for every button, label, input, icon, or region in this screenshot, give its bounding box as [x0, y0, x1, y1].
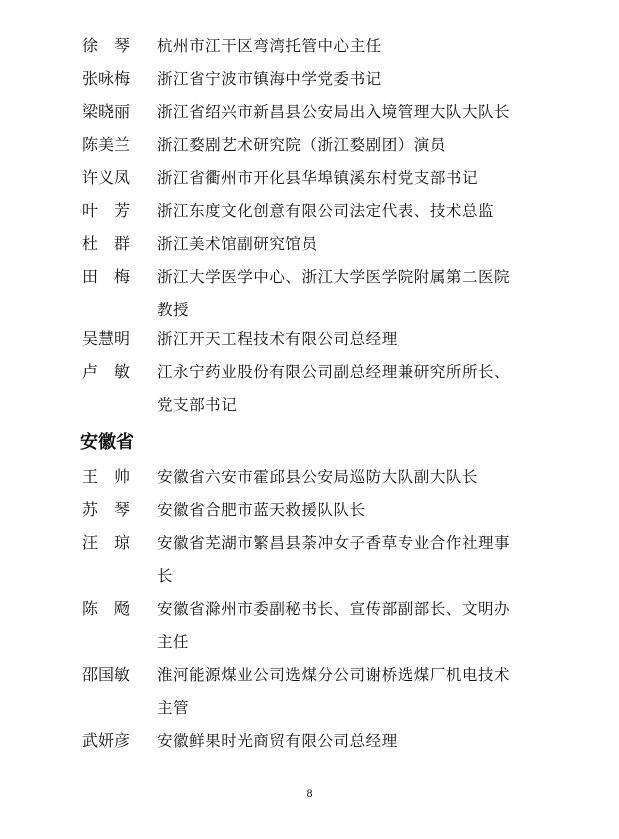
person-description [157, 63, 539, 96]
person-name: 田 梅 [82, 267, 131, 286]
person-name: 苏 琴 [82, 500, 131, 519]
person-description [157, 162, 539, 195]
person-description [157, 593, 539, 659]
person-name: 杜 群 [82, 234, 131, 253]
description-line: 安徽省芜湖市繁昌县荼冲女子香草专业合作社理事 [157, 534, 511, 552]
description-line: 浙江省绍兴市新昌县公安局出入境管理大队大队长 [157, 103, 511, 121]
description-line: 安徽省滁州市委副秘书长、宣传部副部长、文明办 [157, 600, 511, 618]
person-name: 徐 琴 [82, 36, 131, 55]
person-description [157, 195, 539, 228]
person-name: 卢 敏 [82, 362, 131, 381]
person-description [157, 96, 539, 129]
section-title: 安徽省 [80, 432, 134, 453]
person-description [157, 129, 539, 162]
person-description [157, 356, 539, 422]
person-description [157, 30, 539, 63]
description-line: 浙江开天工程技术有限公司总经理 [157, 330, 398, 348]
person-description [157, 461, 539, 494]
person-description [157, 323, 539, 356]
person-name: 汪 琼 [82, 533, 131, 552]
person-description [157, 494, 539, 527]
description-line: 浙江省衢州市开化县华埠镇溪东村党支部书记 [157, 169, 479, 187]
person-name: 叶 芳 [82, 201, 131, 220]
description-line: 江永宁药业股份有限公司副总经理兼研究所所长、 [157, 363, 511, 381]
person-name: 吴慧明 [82, 329, 131, 348]
person-description [157, 261, 539, 327]
description-line: 浙江省宁波市镇海中学党委书记 [157, 70, 382, 88]
description-line: 安徽省合肥市蓝天救援队队长 [157, 501, 366, 519]
description-line: 浙江美术馆副研究馆员 [157, 235, 318, 253]
person-name: 陈美兰 [82, 135, 131, 154]
description-line: 安徽省六安市霍邱县公安局巡防大队副大队长 [157, 468, 479, 486]
description-line: 长 [157, 567, 174, 585]
person-name: 张咏梅 [82, 69, 131, 88]
person-name: 陈 飏 [82, 599, 131, 618]
person-description [157, 659, 539, 725]
description-line: 浙江东度文化创意有限公司法定代表、技术总监 [157, 202, 495, 220]
description-line: 主管 [157, 699, 190, 717]
description-line: 浙江婺剧艺术研究院（浙江婺剧团）演员 [157, 136, 446, 154]
person-name: 王 帅 [82, 467, 131, 486]
description-line: 杭州市江干区弯湾托管中心主任 [157, 37, 382, 55]
person-description [157, 228, 539, 261]
description-line: 教授 [157, 301, 190, 319]
person-description [157, 725, 539, 758]
description-line: 主任 [157, 633, 190, 651]
description-line: 党支部书记 [157, 396, 238, 414]
person-name: 梁晓丽 [82, 102, 131, 121]
person-name: 许义凤 [82, 168, 131, 187]
person-description [157, 527, 539, 593]
page-number: 8 [306, 789, 313, 800]
person-name: 武妍彦 [82, 731, 131, 750]
description-line: 浙江大学医学中心、浙江大学医学院附属第二医院 [157, 268, 511, 286]
description-line: 淮河能源煤业公司选煤分公司谢桥选煤厂机电技术 [157, 666, 511, 684]
person-name: 邵国敏 [82, 665, 131, 684]
description-line: 安徽鲜果时光商贸有限公司总经理 [157, 732, 398, 750]
